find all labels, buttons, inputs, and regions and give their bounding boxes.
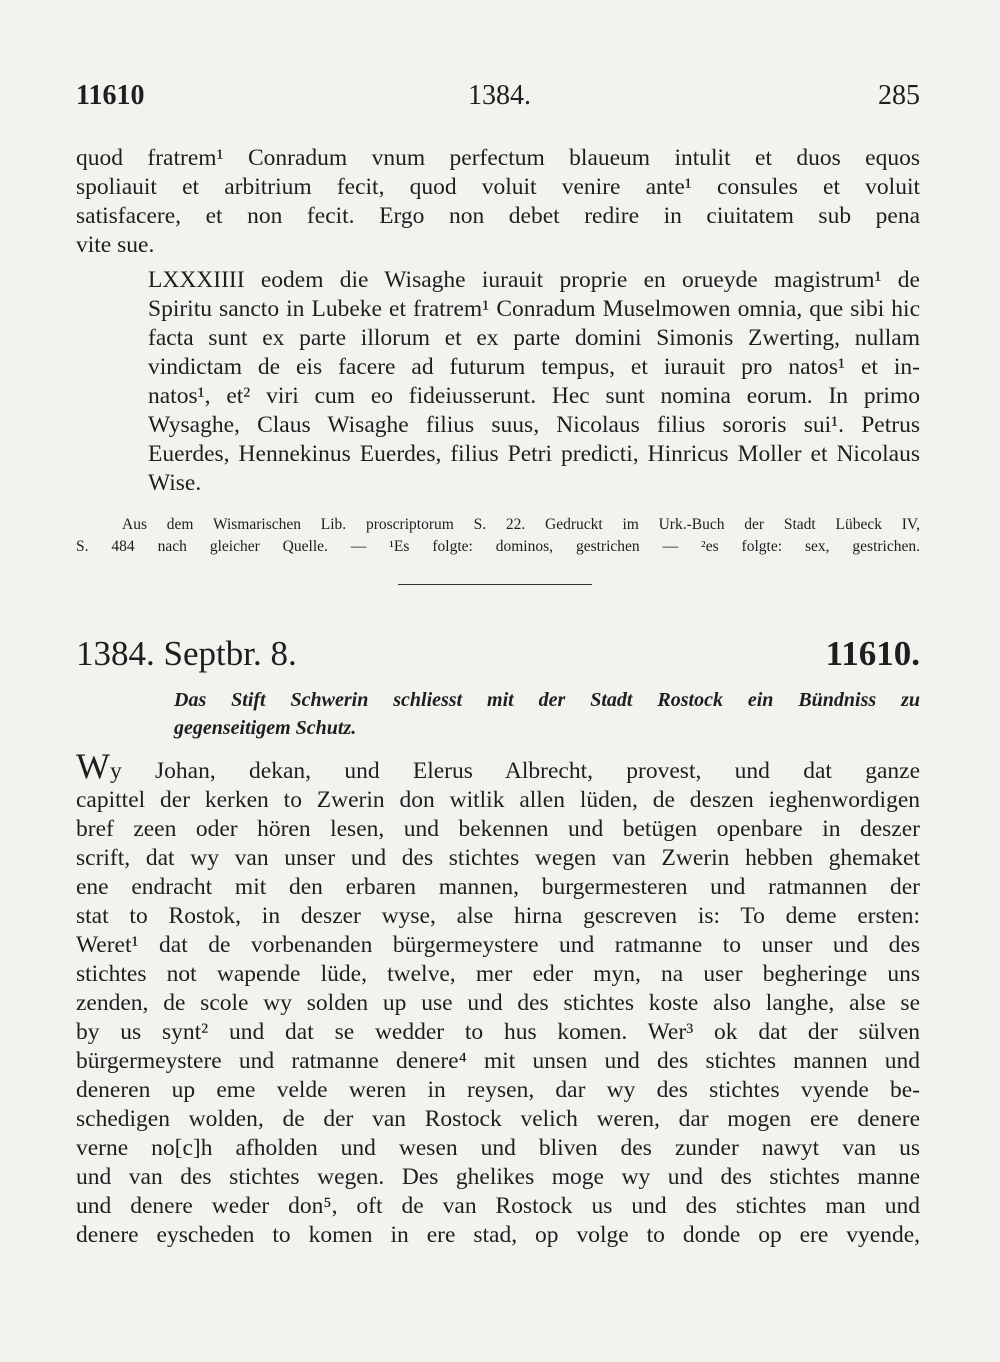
page-header [0, 76, 1000, 116]
section-divider [398, 584, 592, 585]
text-line: schedigen wolden, de der van Rostock velich weren, dar mogen ere denere [76, 1106, 920, 1132]
text-line: deneren up eme velde weren in reysen, dar wy des stichtes vyende be- [76, 1077, 920, 1103]
source-note-line: S. 484 nach gleicher Quelle. — ¹Es folgte: dominos, gestrichen — ²es folgte: sex, gestrichen. [76, 538, 920, 555]
text-line: satisfacere, et non fecit. Ergo non debet redire in ciuitatem sub pena [76, 203, 920, 229]
header-year: 1384. [468, 80, 531, 111]
document-number: 11610. [825, 634, 920, 673]
source-note [76, 514, 920, 558]
document-heading [76, 630, 920, 678]
text-line: spoliauit et arbitrium fecit, quod voluit venire ante¹ consules et voluit [76, 174, 920, 200]
text-line: und denere weder don⁵, oft de van Rostock us und des stichtes man und [76, 1193, 920, 1219]
text-line: Wysaghe, Claus Wisaghe filius suus, Nicolaus filius sororis sui¹. Petrus [148, 412, 920, 438]
text-line: Euerdes, Hennekinus Euerdes, filius Petri predicti, Hinricus Moller et Nicolaus [148, 441, 920, 467]
document-text [76, 746, 920, 1250]
text-line: Weret¹ dat de vorbenanden bürgermeystere und ratmanne to unser und des [76, 932, 920, 958]
text-line: natos¹, et² viri cum eo fideiusserunt. Hec sunt nomina eorum. In primo [148, 383, 920, 409]
summary-line: gegenseitigem Schutz. [174, 717, 357, 739]
text-line: by us synt² und dat se wedder to hus komen. Wer³ ok dat der sülven [76, 1019, 920, 1045]
text-line: bürgermeystere und ratmanne denere⁴ mit unsen und des stichtes mannen und [76, 1048, 920, 1074]
text-line: capittel der kerken to Zwerin don witlik allen lüden, de deszen ieghenwordigen [76, 787, 920, 813]
text-line: ene endracht mit den erbaren mannen, burgermesteren und ratmannen der [76, 874, 920, 900]
text-line: und van des stichtes wegen. Des ghelikes moge wy und des stichtes manne [76, 1164, 920, 1190]
text-line: vite sue. [76, 232, 155, 258]
text-line: bref zeen oder hören lesen, und bekennen und betügen openbare in deszer [76, 816, 920, 842]
previous-document-paragraph-1 [76, 144, 920, 260]
initial-letter: W [76, 746, 110, 786]
text-line: Spiritu sancto in Lubeke et fratrem¹ Conradum Muselmowen omnia, que sibi hic [148, 296, 920, 322]
text-line: facta sunt ex parte illorum et ex parte domini Simonis Zwerting, nullam [148, 325, 920, 351]
text-line: scrift, dat wy van unser und des stichtes wegen van Zwerin hebben ghemaket [76, 845, 920, 871]
text-line: LXXXIIII eodem die Wisaghe iurauit proprie en orueyde magistrum¹ de [148, 267, 920, 293]
text-line: stat to Rostok, in deszer wyse, alse hirna gescreven is: To deme ersten: [76, 903, 920, 929]
text-line: vindictam de eis facere ad futurum tempus, et iurauit pro natos¹ et in- [148, 354, 920, 380]
text-line: stichtes not wapende lüde, twelve, mer eder myn, na user begheringe uns [76, 961, 920, 987]
document-date: 1384. Septbr. 8. [76, 634, 297, 673]
text-line: verne no[c]h afholden und wesen und bliven des zunder nawyt van us [76, 1135, 920, 1161]
text-line: y Johan, dekan, und Elerus Albrecht, provest, und dat ganze [109, 758, 920, 784]
text-line: zenden, de scole wy solden up use und des stichtes koste also langhe, alse se [76, 990, 920, 1016]
text-line: quod fratrem¹ Conradum vnum perfectum blaueum intulit et duos equos [76, 145, 920, 171]
previous-document-paragraph-2 [76, 266, 920, 498]
header-page-number: 285 [878, 80, 920, 111]
source-note-line: Aus dem Wismarischen Lib. proscriptorum S. 22. Gedruckt im Urk.-Buch der Stadt Lübeck IV, [122, 516, 920, 533]
text-line: Wise. [148, 470, 202, 496]
summary-line: Das Stift Schwerin schliesst mit der Stadt Rostock ein Bündniss zu [174, 689, 920, 711]
text-line: denere eyscheden to komen in ere stad, op volge to donde op ere vyende, [76, 1222, 920, 1248]
header-document-number: 11610 [76, 80, 145, 111]
document-summary [174, 686, 920, 742]
